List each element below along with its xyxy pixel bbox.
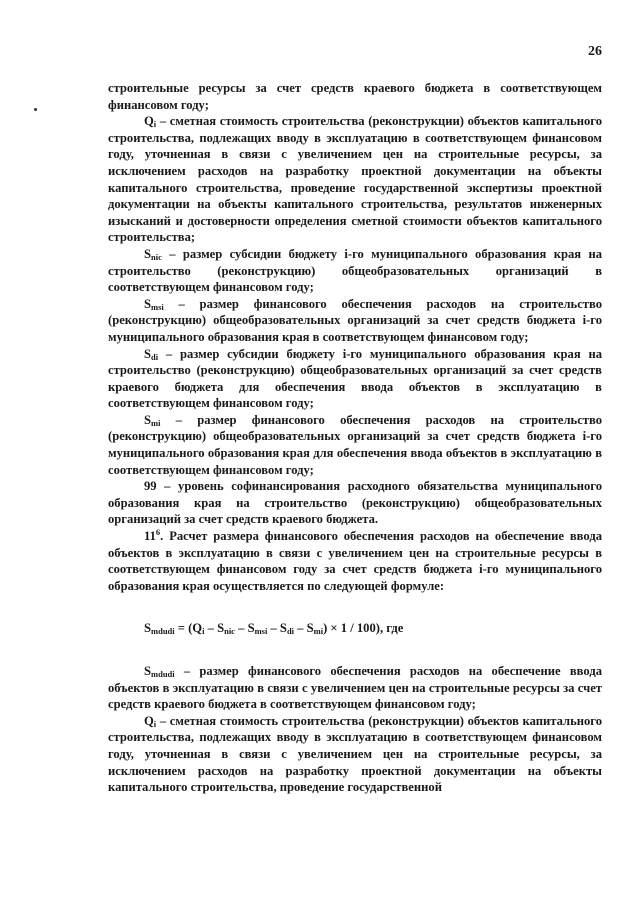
stray-dot [34,108,37,111]
paragraph-smi: $S_{mi}$ – размер финансового обеспечения расходов на строительство (реконструкцию) общеобразовательных организаций за счет средств бюджета i-го муниципального образования края для обеспечения ввода объектов в эксплуатацию в соответствующем финансовом году; [108,412,602,477]
document-body [108,80,602,796]
paragraph-smdudi: $S_{mdudi}$ – размер финансового обеспечения расходов на обеспечение ввода объектов в эксплуатацию в связи с увеличением цен на строительные ресурсы за счет средств краевого бюджета в соответствующем финансовом году; [108,664,602,712]
paragraph-11-6: $11^6$. Расчет размера финансового обеспечения расходов на обеспечение ввода объектов в эксплуатацию в связи с увеличением цен на строительные ресурсы в соответствующем финансовом году за счет средств бюджета i-го муниципального образования края осуществляется по следующей формуле: [108,527,602,593]
paragraph-99: 99 – уровень софинансирования расходного обязательства муниципального образования края на строительство (реконструкцию) общеобразовательных организаций за счет средств краевого бюджета. [108,479,602,527]
paragraph-snic: $S_{nic}$ – размер субсидии бюджету i-го муниципального образования края на строительство (реконструкцию) общеобразовательных организаций в соответствующем финансовом году; [108,246,602,295]
paragraph-qi: $Q_i$ – сметная стоимость строительства (реконструкции) объектов капитального строительства, подлежащих вводу в эксплуатацию в соответствующем финансовом году, уточненная в связи с увеличением цен на строительные ресурсы, за исключением расходов на разработку проектной документации на объекты капитального строительства, проведение государственной экспертизы проектной документации на объекты капитального строительства, результатов инженерных изысканий и достоверности определения сметной стоимости объектов капитального строительства; [108,114,602,245]
paragraph-smsi: $S_{msi}$ – размер финансового обеспечения расходов на строительство (реконструкцию) общеобразовательных организаций за счет средств бюджета i-го муниципального образования края в соответствующем финансовом году; [108,296,602,344]
formula: $S_{mdudi} = (Q_i - S_{nic} - S_{msi} - S_{di} - S_{mi}) \times 1 / 100$), где [144,621,404,637]
paragraph-sdi: $S_{di}$ – размер субсидии бюджету i-го муниципального образования края на строительство (реконструкцию) общеобразовательных организаций за счет средств краевого бюджета для обеспечения ввода объектов в эксплуатацию в соответствующем финансовом году; [108,346,602,411]
page-number: 26 [588,44,602,59]
paragraph-qi-2: $Q_i$ – сметная стоимость строительства (реконструкции) объектов капитального строительства, подлежащих вводу в эксплуатацию в соответствующем финансовом году, уточненная в связи с увеличением цен на строительные ресурсы, за исключением расходов на разработку проектной документации на объекты капитального строительства, проведение государственной [108,713,602,795]
paragraph: строительные ресурсы за счет средств краевого бюджета в соответствующем финансовом году; [108,81,602,112]
